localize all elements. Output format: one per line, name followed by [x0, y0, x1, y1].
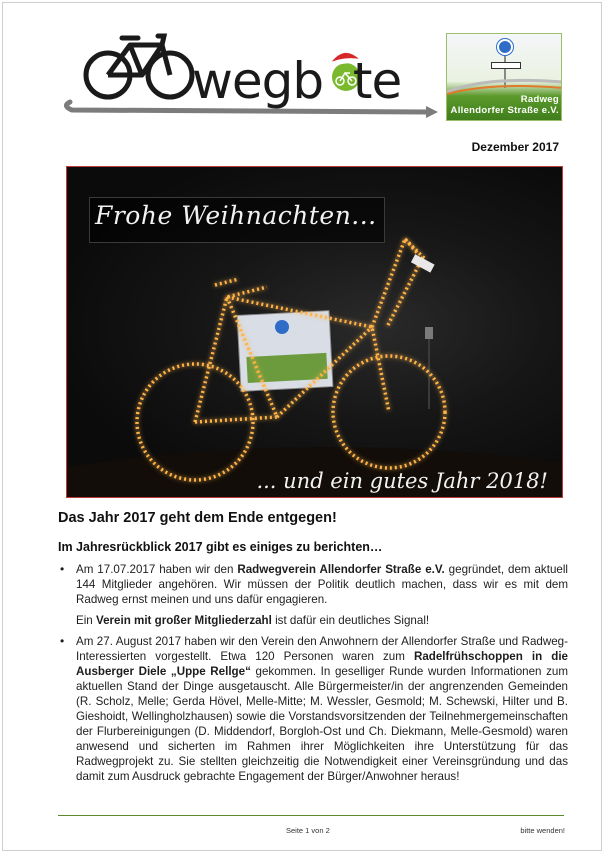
greeting-top: Frohe Weihnachten... [95, 201, 377, 230]
logo-caption-line2: Allendorfer Straße e.V. [450, 105, 559, 116]
club-logo [446, 33, 562, 121]
bold-run: Radelfrühschoppen in die Ausberger Diele „Uppe Rellge“ [76, 650, 568, 678]
issue-date: Dezember 2017 [471, 140, 559, 154]
bullet-list [58, 562, 568, 790]
footer-divider [58, 815, 564, 816]
text-run: gekommen. In geselliger Runde wurden Informationen zum aktuellen Stand der Dinge ausgetauscht. Alle Bürgermeister/in der angrenzenden Gemeinden (R. Scholz, Melle; Gerda Hövel, Melle-Mitte; M. Wessler, Gesmold; M. Schewski, Hilter und B. Gieshoidt, Wellingholzhausen) sowie die Vorstandsvorsitzenden der Teilnehmergemeinschaften der Flurbereinigungen (D. Middendorf, Borgloh-Ost und Ch. Diekmann, Melle-Gesmold) waren anwesend und sicherten im Rahmen ihrer Möglichkeiten ihre Unterstützung für das Radwegprojekt zu. Sie stellten gleichzeitig die Notwendigkeit einer Vereinsgründung und das damit zum Ausdruck gebrachte Engagement der Bürger/Anwohner heraus! [76, 665, 568, 783]
bullet-dot: • [60, 562, 65, 576]
article-subhead: Im Jahresrückblick 2017 gibt es einiges zu berichten… [58, 540, 383, 554]
text-run: ist dafür ein deutliches Signal! [271, 614, 430, 627]
logo-caption [447, 94, 562, 116]
bullet2-paragraph [76, 634, 568, 784]
masthead [60, 20, 440, 120]
greeting-bottom: ... und ein gutes Jahr 2018! [256, 469, 548, 493]
list-item [58, 562, 568, 628]
brand-wordmark: wegb te [192, 52, 402, 110]
turn-over-note: bitte wenden! [520, 826, 565, 835]
christmas-photo [66, 166, 563, 498]
road-icon [447, 72, 562, 96]
article-headline: Das Jahr 2017 geht dem Ende entgegen! [58, 510, 337, 526]
bullet-dot: • [60, 634, 65, 648]
logo-caption-line1: Radweg [520, 94, 559, 105]
bicycle-sign-icon [497, 39, 513, 55]
text-run: Am 17.07.2017 haben wir den [76, 563, 238, 576]
page-number: Seite 1 von 2 [286, 826, 330, 835]
bold-run: Radwegverein Allendorfer Straße e.V. [237, 563, 445, 576]
bullet1-paragraph1 [76, 562, 568, 607]
text-run: Ein [76, 614, 96, 627]
street-sign [491, 62, 521, 69]
bullet1-paragraph2 [76, 613, 568, 628]
list-item [58, 634, 568, 784]
text-run: Am 27. August 2017 haben wir den Verein den Anwohnern der Allendorfer Straße und Radweg-Interessierten vorgestellt. Etwa 120 Personen waren zum [76, 635, 568, 663]
text-run: gegründet, dem aktuell 144 Mitglieder angehören. Wir müssen der Politik deutlich machen, dass wir es mit dem Radweg ernst meinen und uns dafür engagieren. [76, 563, 569, 606]
bold-run: Verein mit großer Mitgliederzahl [95, 614, 272, 627]
